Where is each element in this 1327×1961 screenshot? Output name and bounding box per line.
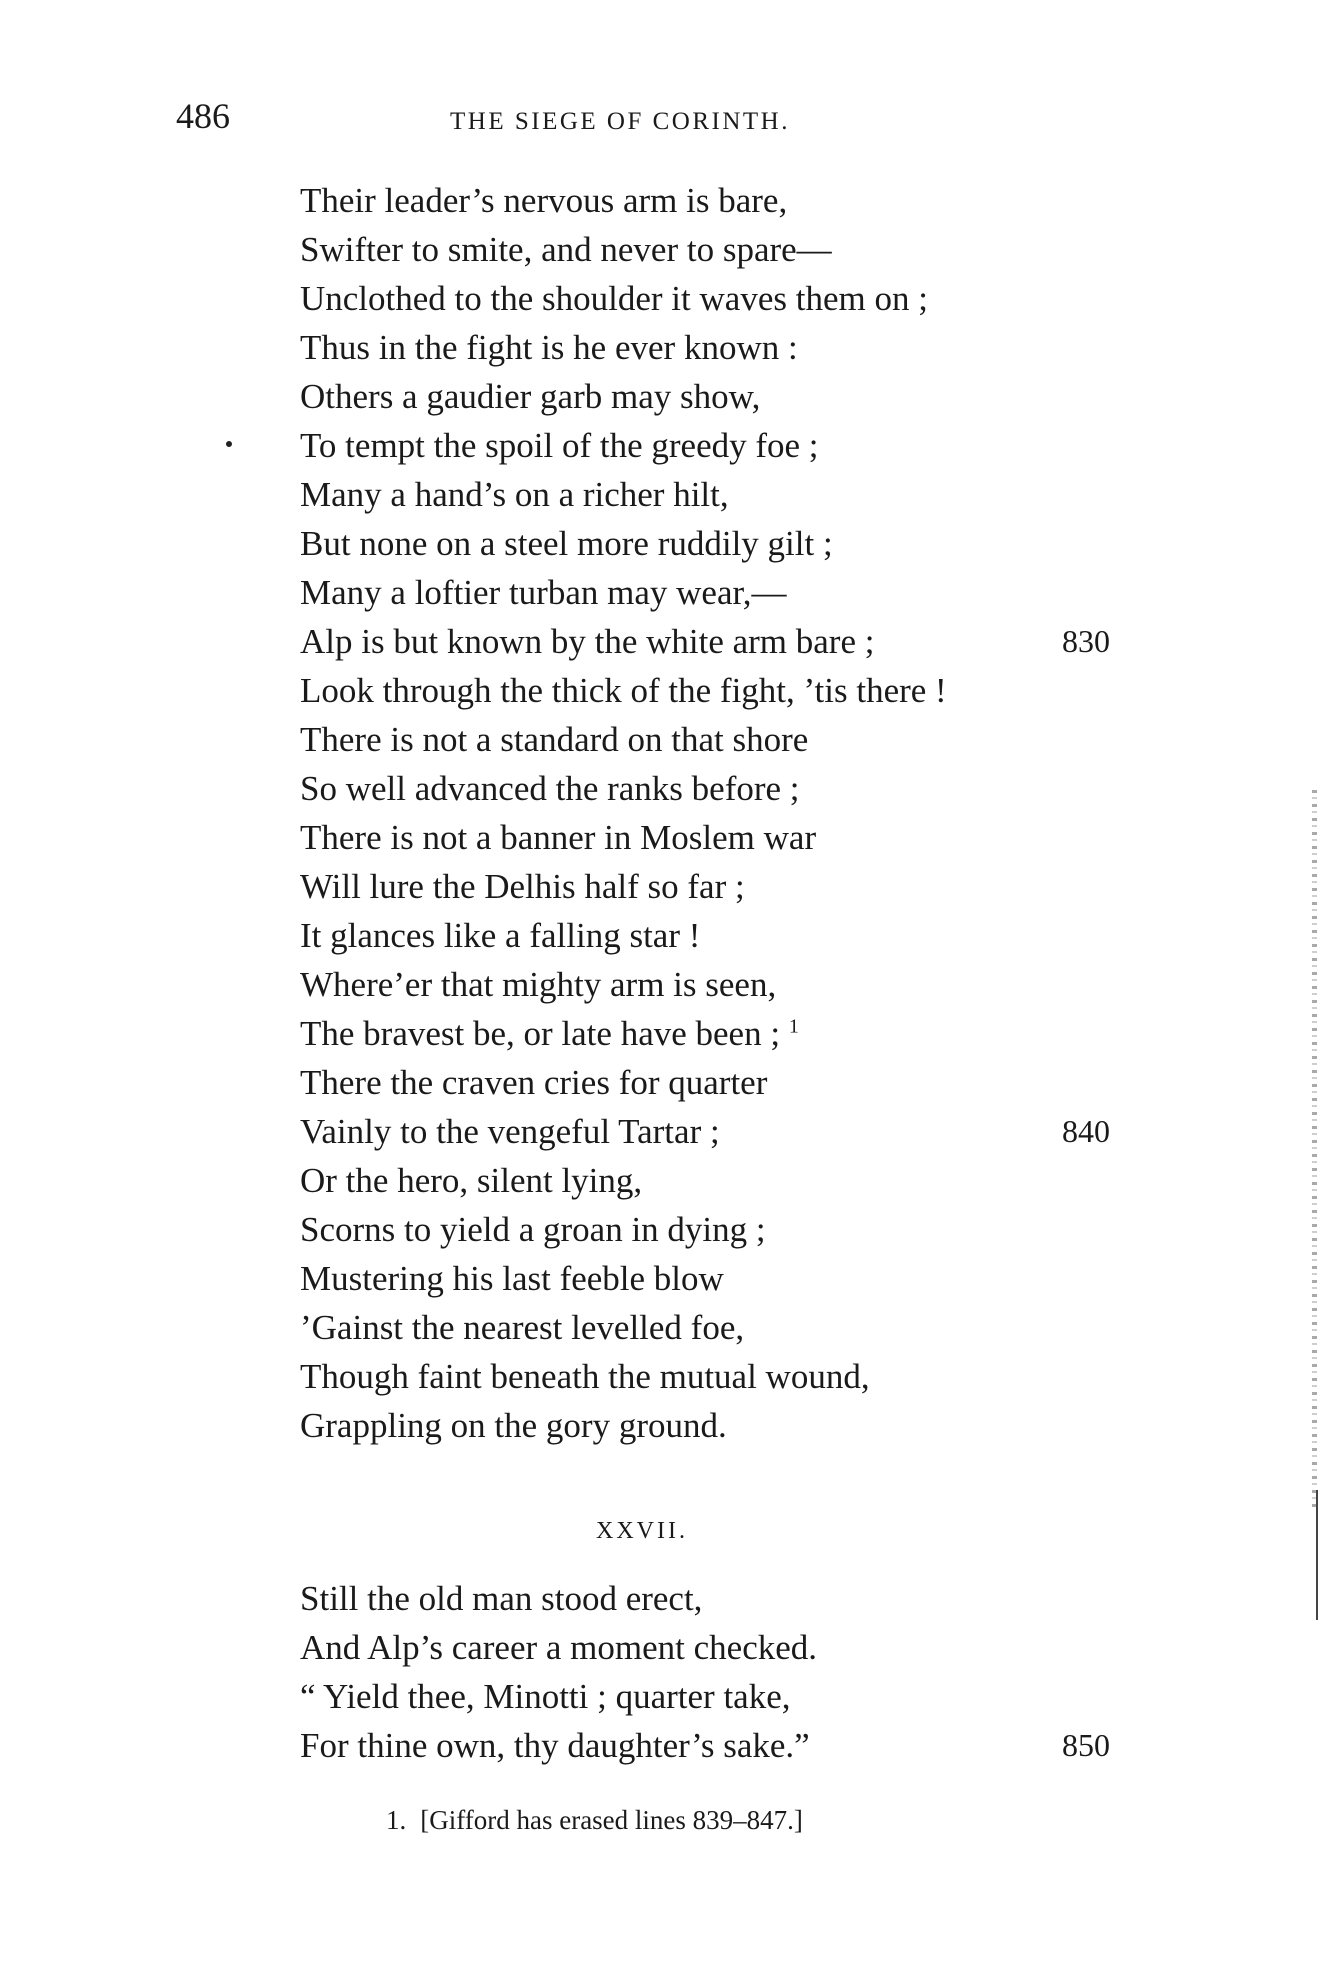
verse-text: So well advanced the ranks before ; (300, 769, 800, 808)
verse-text: Vainly to the vengeful Tartar ; (300, 1112, 720, 1151)
ink-speck (226, 441, 232, 447)
verse-line (300, 666, 947, 715)
verse-line (300, 862, 947, 911)
verse-line (300, 323, 947, 372)
verse-text: Swifter to smite, and never to spare— (300, 230, 832, 269)
line-number: 850 (1062, 1727, 1110, 1763)
verse-line (300, 1721, 1110, 1770)
verse-line (300, 372, 947, 421)
verse-line (300, 813, 947, 862)
footnote-marker: 1. (386, 1805, 407, 1835)
verse-text: Mustering his last feeble blow (300, 1259, 724, 1298)
verse-text: Many a hand’s on a richer hilt, (300, 475, 729, 514)
verse-line (300, 1672, 817, 1721)
verse-text: Will lure the Delhis half so far ; (300, 867, 745, 906)
verse-text: There is not a banner in Moslem war (300, 818, 817, 857)
verse-text: “ Yield thee, Minotti ; quarter take, (300, 1677, 791, 1716)
verse-text: Grappling on the gory ground. (300, 1406, 727, 1445)
verse-line (300, 960, 947, 1009)
line-number: 830 (1062, 623, 1110, 659)
stanza-2 (300, 1574, 1110, 1770)
verse-text: Thus in the fight is he ever known : (300, 328, 798, 367)
verse-line (300, 176, 947, 225)
verse-line (300, 1205, 947, 1254)
verse-line (300, 1009, 947, 1058)
footnote (386, 1803, 803, 1837)
verse-text: Still the old man stood erect, (300, 1579, 703, 1618)
verse-line (300, 1058, 947, 1107)
verse-line (300, 274, 947, 323)
verse-line (300, 715, 947, 764)
verse-line (300, 1623, 817, 1672)
verse-text: Many a loftier turban may wear,— (300, 573, 787, 612)
verse-text: ’Gainst the nearest levelled foe, (300, 1308, 745, 1347)
verse-text: Look through the thick of the fight, ’tis there ! (300, 671, 947, 710)
verse-line (300, 1401, 947, 1450)
verse-text: For thine own, thy daughter’s sake.” (300, 1726, 810, 1765)
verse-line (300, 1156, 947, 1205)
scan-edge-line (1316, 1490, 1318, 1620)
section-numeral: XXVII. (596, 1518, 688, 1544)
footnote-reference: 1 (788, 1015, 799, 1038)
verse-line (300, 568, 947, 617)
running-title: THE SIEGE OF CORINTH. (450, 108, 790, 135)
verse-line (300, 911, 947, 960)
verse-text: Others a gaudier garb may show, (300, 377, 761, 416)
verse-text: The bravest be, or late have been ; (300, 1014, 781, 1053)
verse-line (300, 1254, 947, 1303)
verse-text: Or the hero, silent lying, (300, 1161, 643, 1200)
verse-text: Their leader’s nervous arm is bare, (300, 181, 788, 220)
page-number: 486 (176, 96, 230, 136)
verse-text: Where’er that mighty arm is seen, (300, 965, 777, 1004)
verse-text: Though faint beneath the mutual wound, (300, 1357, 870, 1396)
footnote-text: [Gifford has erased lines 839–847.] (420, 1805, 803, 1835)
line-number: 840 (1062, 1113, 1110, 1149)
verse-line (300, 764, 947, 813)
verse-line (300, 225, 947, 274)
verse-text: But none on a steel more ruddily gilt ; (300, 524, 833, 563)
verse-text: There the craven cries for quarter (300, 1063, 768, 1102)
verse-text: Alp is but known by the white arm bare ; (300, 622, 875, 661)
verse-line (300, 470, 947, 519)
stanza-1 (300, 176, 1110, 1450)
verse-line (300, 1574, 817, 1623)
verse-text: Scorns to yield a groan in dying ; (300, 1210, 766, 1249)
verse-text: And Alp’s career a moment checked. (300, 1628, 818, 1667)
verse-line (300, 617, 1110, 666)
verse-text: There is not a standard on that shore (300, 720, 809, 759)
verse-line (300, 1107, 1110, 1156)
verse-line (300, 421, 947, 470)
verse-line (300, 1303, 947, 1352)
verse-line (300, 1352, 947, 1401)
scan-edge-noise (1312, 790, 1317, 1510)
verse-text: Unclothed to the shoulder it waves them on ; (300, 279, 928, 318)
verse-line (300, 519, 947, 568)
verse-text: It glances like a falling star ! (300, 916, 701, 955)
verse-text: To tempt the spoil of the greedy foe ; (300, 426, 819, 465)
